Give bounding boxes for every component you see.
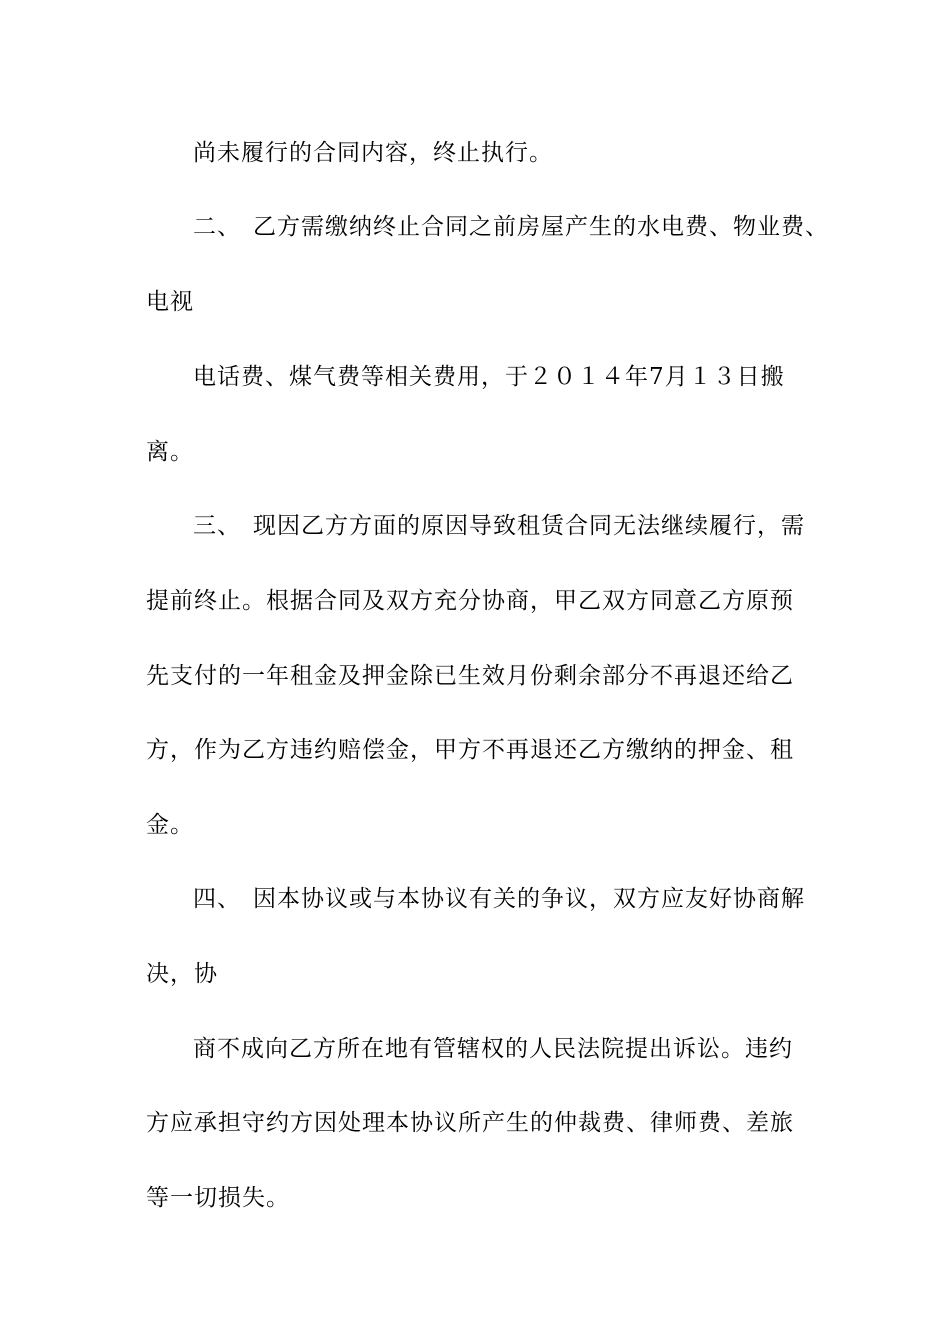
text-line: 决，协 bbox=[146, 961, 218, 987]
clause-text: 乙方需缴纳终止合同之前房屋产生的水电费、物业费、 bbox=[253, 214, 829, 240]
clause-2-line bbox=[193, 212, 829, 242]
text-line: 商不成向乙方所在地有管辖权的人民法院提出诉讼。违约 bbox=[193, 1036, 793, 1062]
clause-text: 现因乙方方面的原因导致租赁合同无法继续履行，需 bbox=[253, 513, 805, 539]
text-line: 提前终止。根据合同及双方充分协商，甲乙双方同意乙方原预 bbox=[146, 588, 794, 614]
text-line: 金。 bbox=[146, 812, 194, 838]
clause-4-line bbox=[193, 884, 805, 914]
text-line: 尚未履行的合同内容，终止执行。 bbox=[193, 140, 553, 166]
clause-3-line bbox=[193, 511, 805, 541]
clause-number: 四、 bbox=[193, 886, 241, 912]
text-line: 电话费、煤气费等相关费用，于２０１４年7月１３日搬 bbox=[193, 364, 785, 390]
clause-number: 三、 bbox=[193, 513, 241, 539]
text-line: 等一切损失。 bbox=[146, 1185, 290, 1211]
text-line: 方应承担守约方因处理本协议所产生的仲裁费、律师费、差旅 bbox=[146, 1110, 794, 1136]
clause-number: 二、 bbox=[193, 214, 241, 240]
clause-text: 因本协议或与本协议有关的争议，双方应友好协商解 bbox=[253, 886, 805, 912]
text-line: 先支付的一年租金及押金除已生效月份剩余部分不再退还给乙 bbox=[146, 663, 794, 689]
text-line: 电视 bbox=[146, 289, 194, 315]
text-line: 离。 bbox=[146, 439, 194, 465]
text-line: 方，作为乙方违约赔偿金，甲方不再退还乙方缴纳的押金、租 bbox=[146, 737, 794, 763]
